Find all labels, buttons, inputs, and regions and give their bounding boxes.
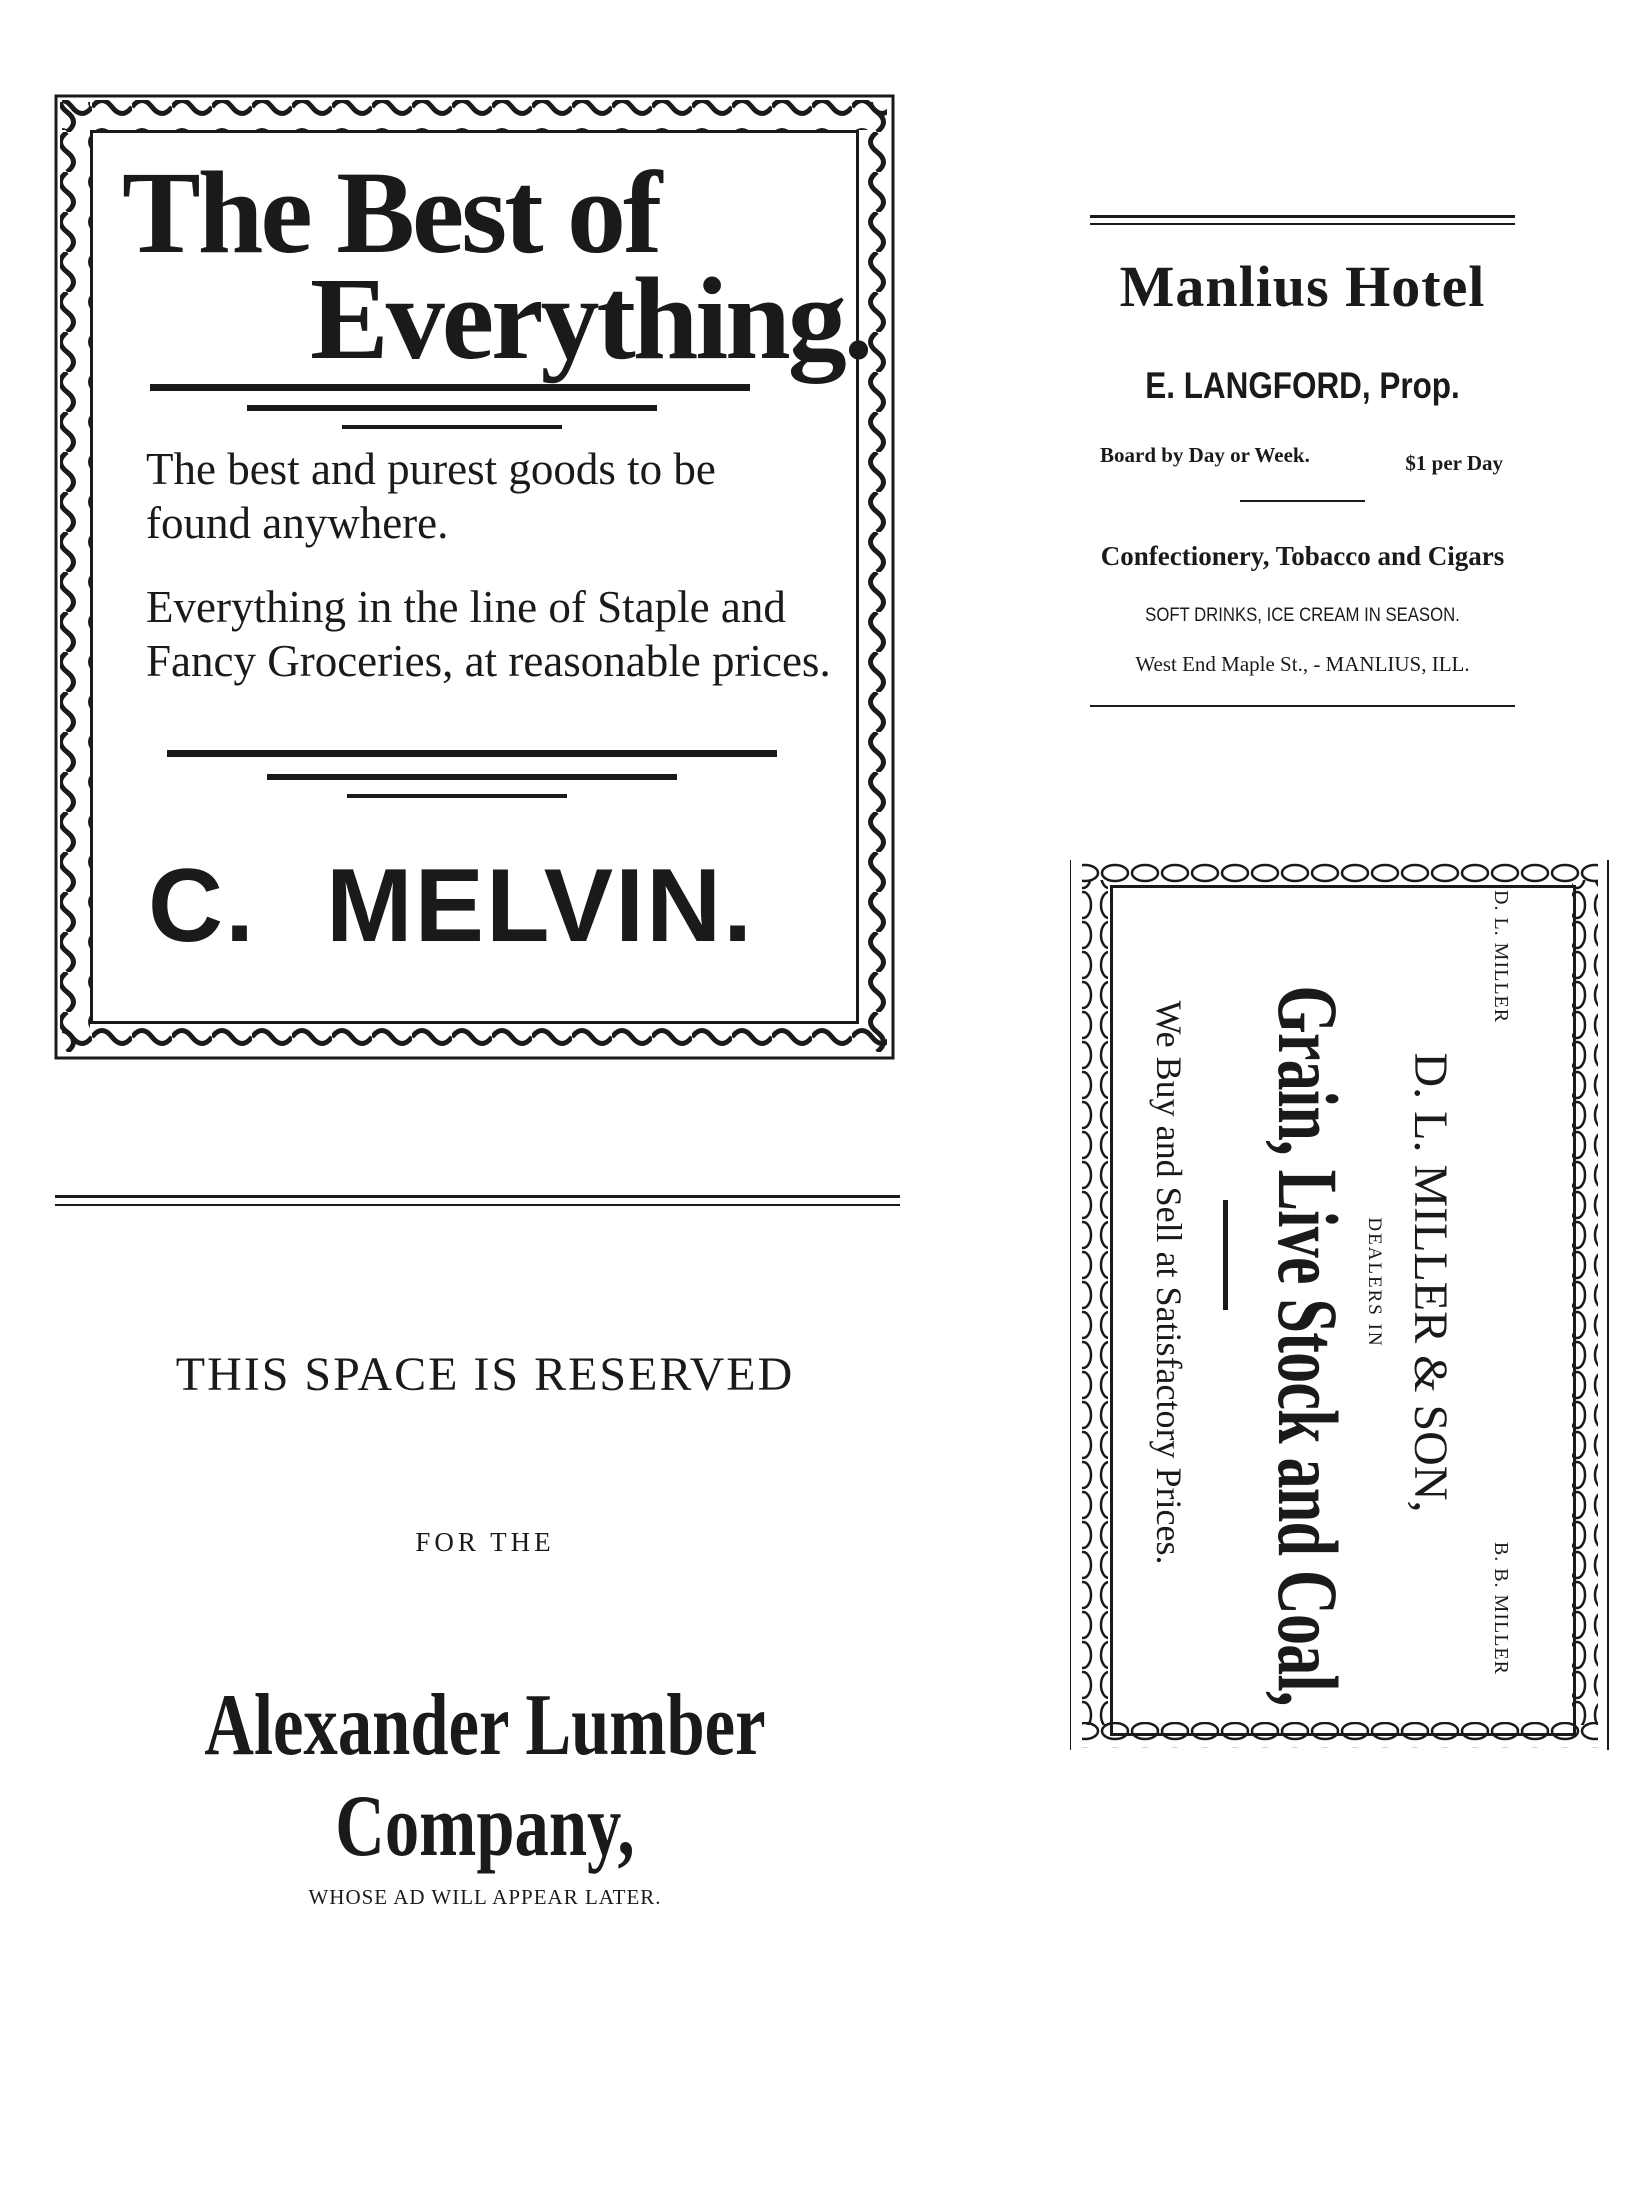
body-paragraph-1: The best and purest goods to be found anywhere.: [146, 444, 716, 548]
miller-rotated-content: [1080, 870, 1520, 1706]
body-paragraph-2: Everything in the line of Staple and Fancy Groceries, at reasonable prices.: [146, 582, 831, 686]
top-rule: [55, 1204, 900, 1206]
top-rule: [1090, 223, 1515, 225]
tagline: We Buy and Sell at Satisfactory Prices.: [1149, 1000, 1189, 1565]
divider-rule: [167, 750, 777, 757]
reserved-notice: THIS SPACE IS RESERVED: [175, 1348, 795, 1401]
short-rule: [1223, 1200, 1228, 1310]
signature-name: MELVIN.: [326, 848, 755, 964]
hotel-address: West End Maple St., - MANLIUS, ILL.: [1135, 652, 1470, 676]
top-rule: [55, 1195, 900, 1198]
divider-rule: [267, 774, 677, 780]
dealers-label: DEALERS IN: [1364, 1217, 1385, 1348]
manlius-hotel-ad: [1090, 215, 1515, 715]
appear-later-note: WHOSE AD WILL APPEAR LATER.: [308, 1885, 662, 1909]
owner-right: B. B. MILLER: [1490, 1541, 1512, 1675]
owner-left: D. L. MILLER: [1490, 890, 1512, 1024]
goods-headline: Grain, Live Stock and Coal,: [1260, 985, 1356, 1706]
headline-line-2: Everything.: [310, 253, 871, 384]
company-name: Alexander Lumber Company,: [204, 1677, 766, 1875]
headline-line-1: The Best of: [122, 147, 660, 278]
divider-rule: [342, 425, 562, 429]
hotel-title: Manlius Hotel: [1119, 254, 1486, 319]
divider-rule: [247, 405, 657, 411]
divider-rule: [150, 384, 750, 391]
daily-rate: $1 per Day: [1405, 451, 1503, 475]
goods-line: Confectionery, Tobacco and Cigars: [1100, 541, 1505, 571]
bottom-rule: [1090, 705, 1515, 707]
signature-initial: C.: [148, 848, 256, 964]
top-rule: [1090, 215, 1515, 218]
firm-name: D. L. MILLER & SON,: [1404, 1052, 1457, 1513]
divider-rule: [347, 794, 567, 798]
melvin-grocery-ad: [52, 92, 897, 1062]
for-the-label: FOR THE: [415, 1527, 555, 1557]
board-terms: Board by Day or Week.: [1100, 443, 1310, 467]
signature: [148, 848, 755, 964]
short-rule: [1240, 500, 1365, 502]
hotel-proprietor: E. LANGFORD, Prop.: [1145, 365, 1460, 406]
soft-drinks-line: SOFT DRINKS, ICE CREAM IN SEASON.: [1145, 605, 1460, 626]
lumber-reserved-ad: [55, 1175, 915, 1935]
miller-grain-ad: [1070, 860, 1610, 1750]
